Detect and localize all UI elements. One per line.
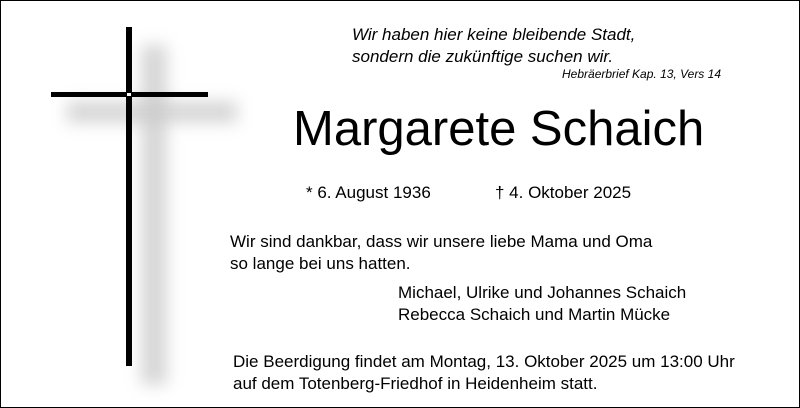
- cross-icon: [49, 27, 249, 397]
- funeral-line-1: Die Beerdigung findet am Montag, 13. Oktober 2025 um 13:00 Uhr: [233, 352, 735, 371]
- family-line-1: Michael, Ulrike und Johannes Schaich: [398, 283, 687, 302]
- cross-highlight: [127, 93, 131, 96]
- thanks-line-2: so lange bei uns hatten.: [230, 254, 411, 273]
- verse-line-1: Wir haben hier keine bleibende Stadt,: [352, 25, 636, 44]
- verse-source: Hebräerbrief Kap. 13, Vers 14: [562, 67, 721, 81]
- funeral-line-2: auf dem Totenberg-Friedhof in Heidenheim statt.: [233, 374, 598, 393]
- birth-date: * 6. August 1936: [306, 183, 431, 202]
- family-signatures: [398, 282, 686, 326]
- family-line-2: Rebecca Schaich und Martin Mücke: [398, 305, 671, 324]
- thanks-line-1: Wir sind dankbar, dass wir unsere liebe Mama und Oma: [230, 232, 653, 251]
- verse-line-2: sondern die zukünftige suchen wir.: [352, 47, 614, 66]
- deceased-name: Margarete Schaich: [293, 102, 705, 156]
- cross-shadow-horizontal: [67, 101, 237, 123]
- cross-vertical-beam: [126, 27, 132, 366]
- funeral-announcement: [233, 351, 735, 395]
- bible-verse: [352, 24, 635, 68]
- death-date: † 4. Oktober 2025: [495, 183, 632, 202]
- thanks-text: [230, 231, 652, 275]
